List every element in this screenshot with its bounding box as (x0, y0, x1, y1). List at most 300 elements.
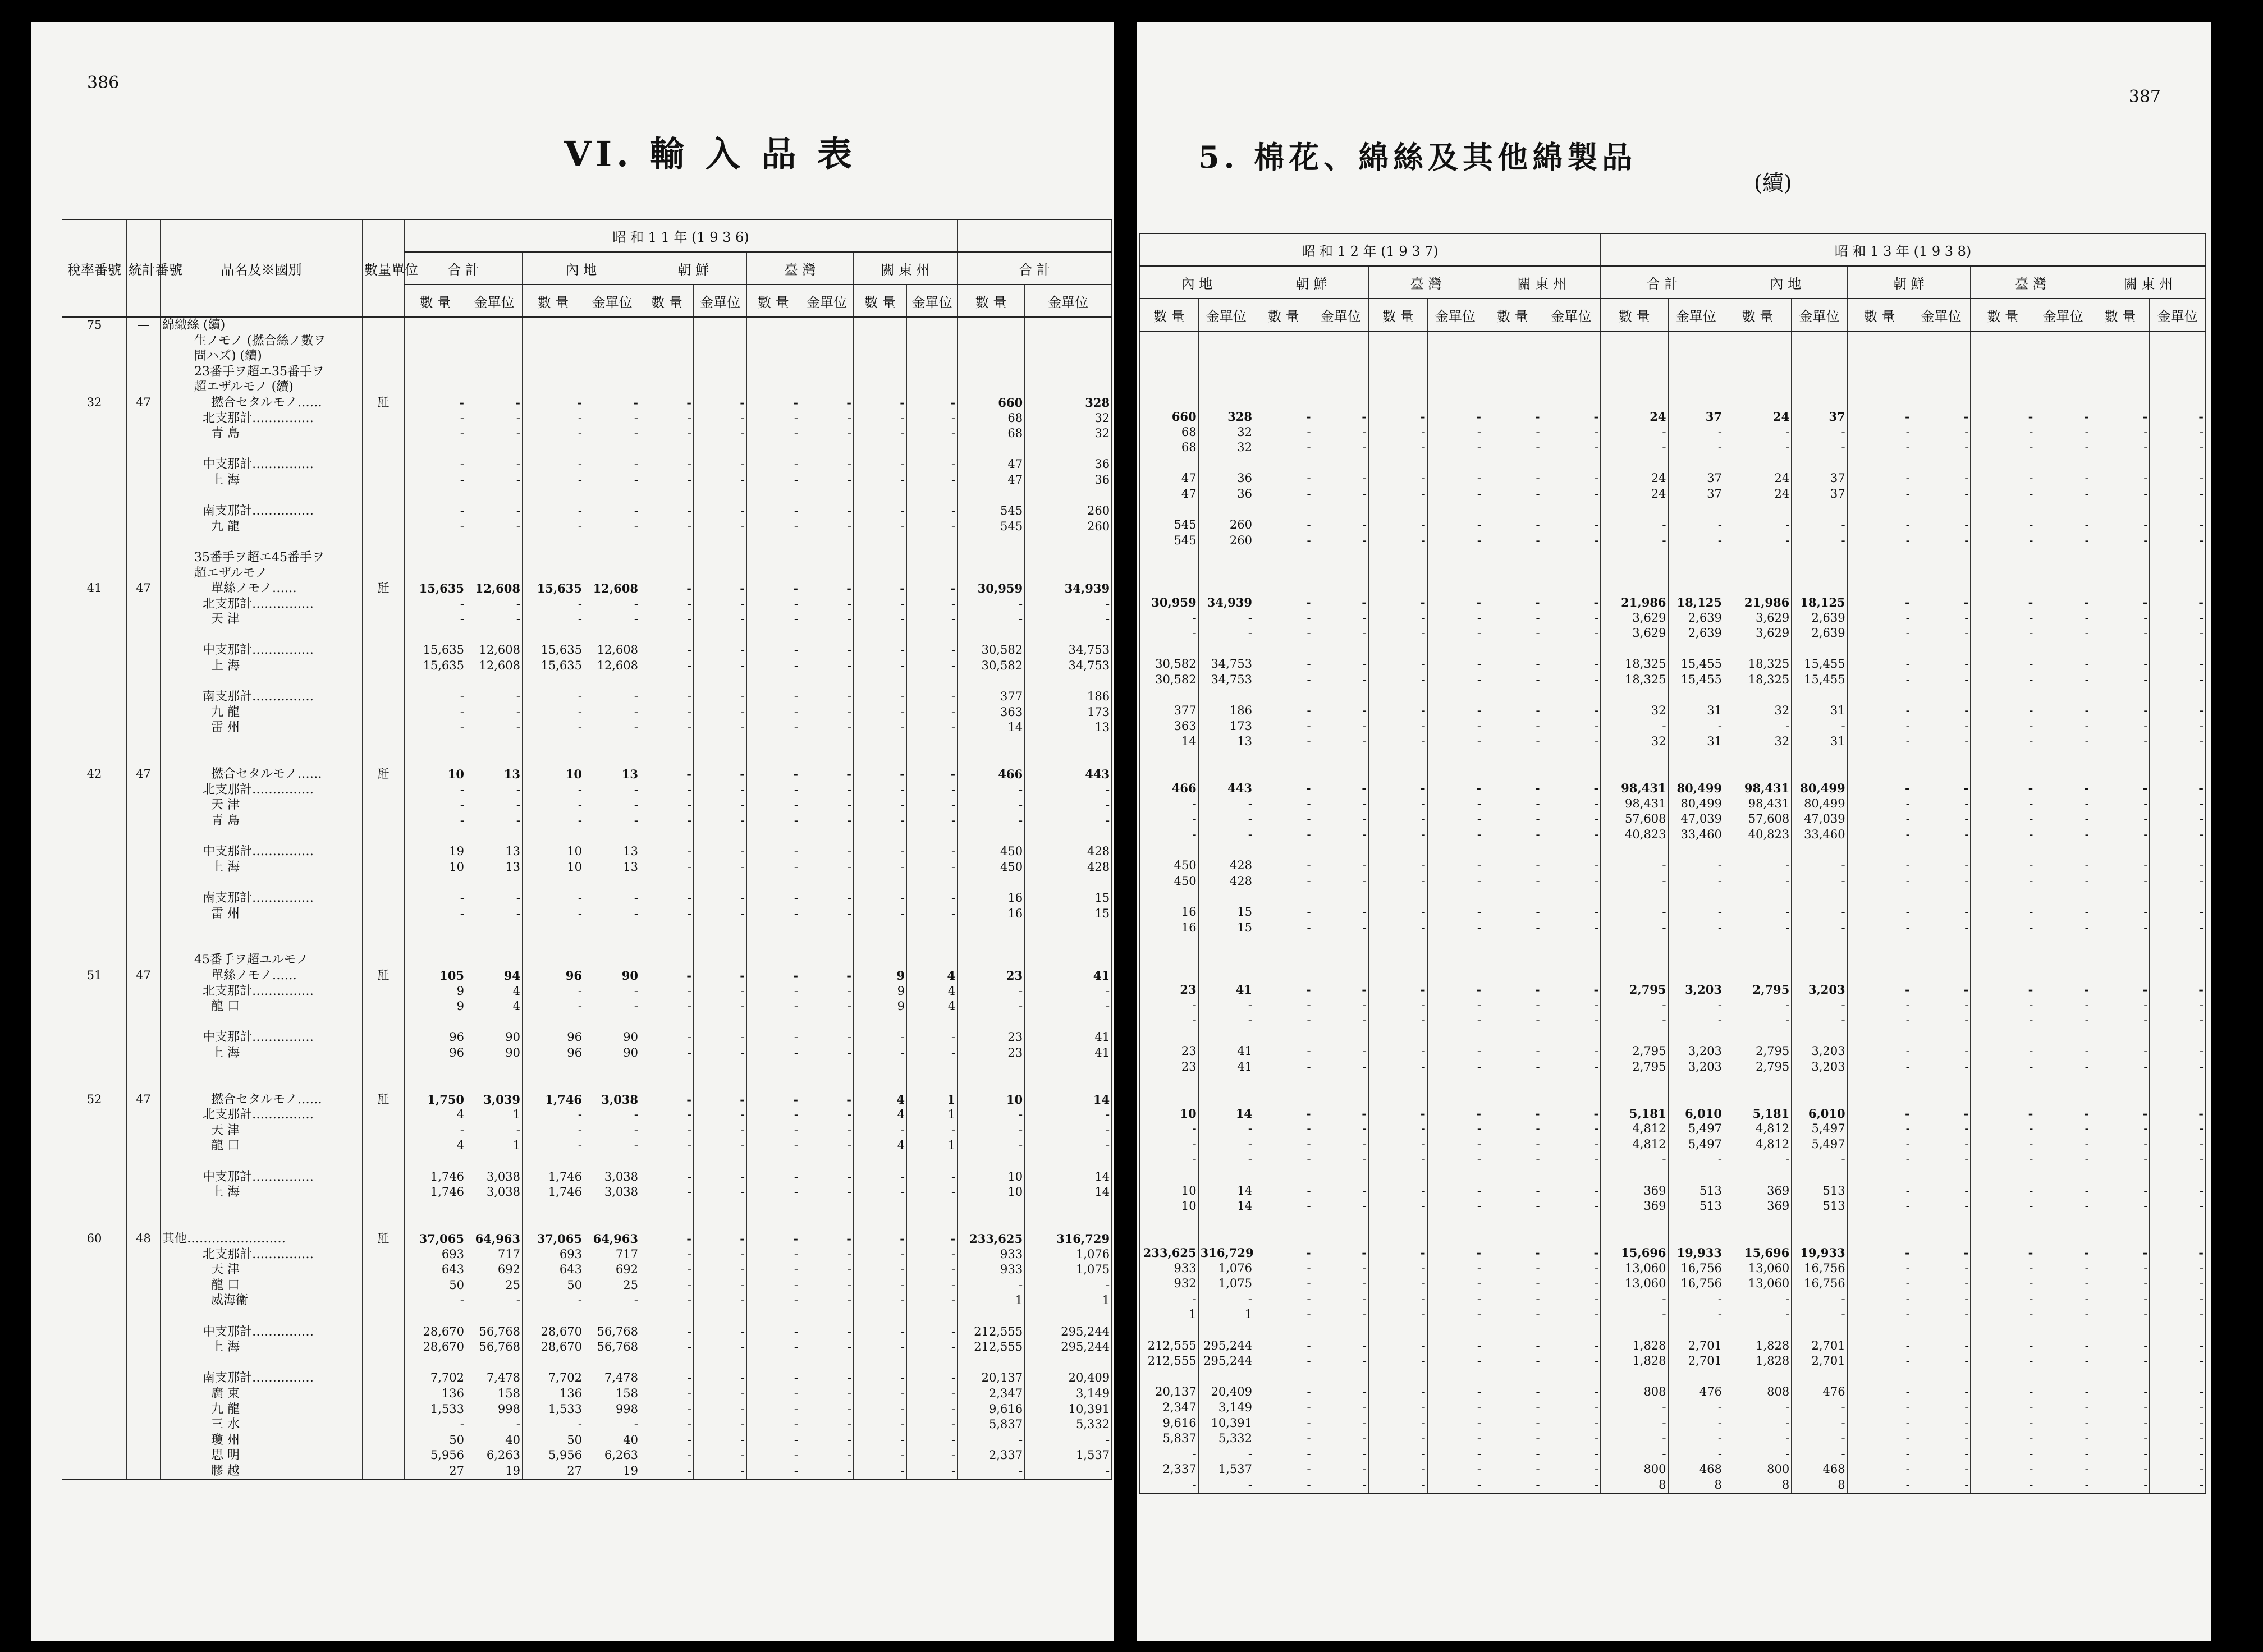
value-cell (1601, 1323, 1668, 1338)
stat-no-cell (127, 411, 161, 426)
value-cell: - (694, 1123, 747, 1139)
value-cell (1971, 641, 2035, 657)
value-cell: - (2091, 858, 2150, 874)
value-cell (1427, 951, 1483, 967)
import-table-1936 (62, 219, 1112, 1480)
value-cell: - (466, 1293, 523, 1309)
tariff-no-cell (62, 689, 127, 705)
value-cell (958, 1200, 1025, 1216)
value-cell (1313, 1075, 1368, 1091)
value-cell (584, 921, 640, 937)
value-cell: 13,060 (1724, 1276, 1791, 1292)
value-cell (466, 1015, 523, 1030)
value-cell: 212,555 (1140, 1338, 1199, 1354)
value-cell: - (466, 782, 523, 798)
value-cell: 4 (907, 968, 958, 984)
value-cell: - (1369, 998, 1428, 1013)
value-cell (1912, 1214, 1971, 1230)
tariff-no-cell (62, 1386, 127, 1402)
value-cell: - (907, 581, 958, 596)
value-cell (1313, 1090, 1368, 1106)
value-cell: 1 (907, 1138, 958, 1154)
value-cell: - (2091, 517, 2150, 533)
value-cell: - (2035, 719, 2091, 735)
value-cell: 428 (1025, 860, 1112, 875)
value-cell (747, 488, 800, 504)
value-cell: 96 (405, 1030, 466, 1045)
value-cell (2150, 1168, 2206, 1183)
stat-no-cell (127, 921, 161, 937)
item-name-cell: 南支那計…………… (161, 503, 363, 519)
value-cell (1912, 548, 1971, 564)
value-cell: - (1427, 734, 1483, 750)
value-cell: 428 (1198, 874, 1254, 889)
value-cell: - (800, 705, 854, 721)
value-cell: - (1254, 1384, 1313, 1400)
value-cell: - (584, 1107, 640, 1123)
value-cell: 466 (958, 767, 1025, 782)
value-cell: - (1140, 827, 1199, 843)
value-cell: - (1483, 1245, 1542, 1261)
value-cell: 20,137 (1140, 1384, 1199, 1400)
value-cell: - (1369, 920, 1428, 936)
unit-cell (363, 612, 405, 627)
value-cell: - (2150, 425, 2206, 440)
unit-cell (363, 1324, 405, 1340)
value-cell: - (1847, 920, 1912, 936)
unit-cell (363, 503, 405, 519)
value-cell (584, 1215, 640, 1231)
table-row (1140, 982, 2206, 998)
value-cell: - (640, 1169, 694, 1185)
item-name-cell: 35番手ヲ超エ45番手ヲ (161, 550, 363, 566)
item-name-cell: 生ノモノ (撚合絲ノ數ヲ (161, 333, 363, 349)
value-cell: - (1198, 626, 1254, 641)
value-cell: 693 (523, 1247, 584, 1263)
value-cell: - (2150, 1462, 2206, 1477)
value-cell: 369 (1601, 1199, 1668, 1214)
col-value: 金單位 (1668, 299, 1724, 331)
value-cell (1483, 564, 1542, 580)
value-cell (1724, 843, 1791, 859)
value-cell: - (1483, 781, 1542, 796)
table-row (1140, 966, 2206, 982)
value-cell (584, 1154, 640, 1169)
value-cell: - (854, 1262, 907, 1278)
value-cell: - (640, 1463, 694, 1480)
value-cell (584, 534, 640, 550)
value-cell: - (640, 1448, 694, 1463)
value-cell: - (1912, 858, 1971, 874)
value-cell: - (405, 813, 466, 829)
value-cell: - (747, 503, 800, 519)
value-cell: - (1369, 1261, 1428, 1277)
value-cell: 443 (1198, 781, 1254, 796)
value-cell (694, 952, 747, 968)
value-cell: - (2091, 982, 2150, 998)
value-cell: - (1792, 440, 1847, 456)
value-cell: - (2150, 1477, 2206, 1494)
value-cell: - (1313, 905, 1368, 920)
tariff-no-cell (62, 503, 127, 519)
value-cell: - (405, 906, 466, 922)
tariff-no-cell (62, 937, 127, 953)
value-cell: - (1912, 626, 1971, 641)
value-cell: - (1254, 827, 1313, 843)
value-cell (907, 1215, 958, 1231)
value-cell: 692 (466, 1262, 523, 1278)
value-cell: - (1542, 672, 1601, 688)
table-row (1140, 719, 2206, 735)
value-cell (523, 1015, 584, 1030)
value-cell (1140, 889, 1199, 905)
value-cell (1792, 688, 1847, 704)
table-row (1140, 811, 2206, 827)
value-cell (1912, 1090, 1971, 1106)
table-row (1140, 672, 2206, 688)
value-cell (2150, 456, 2206, 471)
value-cell (640, 566, 694, 581)
value-cell: 12,608 (466, 658, 523, 674)
value-cell: - (1369, 533, 1428, 549)
value-cell (523, 442, 584, 457)
col-qty: 數 量 (640, 284, 694, 317)
value-cell (1792, 456, 1847, 471)
value-cell: - (1369, 1338, 1428, 1354)
value-cell: - (2035, 657, 2091, 672)
value-cell (1912, 362, 1971, 378)
value-cell: - (1313, 595, 1368, 611)
item-name-cell: 中支那計…………… (161, 1030, 363, 1045)
value-cell: - (694, 906, 747, 922)
value-cell: - (2091, 1477, 2150, 1494)
value-cell (1369, 347, 1428, 363)
col-value: 金單位 (1313, 299, 1368, 331)
value-cell: 18,125 (1668, 595, 1724, 611)
value-cell: - (640, 1138, 694, 1154)
value-cell: 545 (1140, 533, 1199, 549)
value-cell: - (1912, 1431, 1971, 1447)
table-row (1140, 1261, 2206, 1277)
value-cell (1912, 1229, 1971, 1245)
value-cell: 34,753 (1198, 672, 1254, 688)
value-cell: - (1254, 626, 1313, 641)
value-cell: 363 (1140, 719, 1199, 735)
value-cell: - (800, 395, 854, 411)
value-cell: - (2035, 1416, 2091, 1431)
value-cell (1198, 688, 1254, 704)
value-cell (800, 1015, 854, 1030)
value-cell (958, 364, 1025, 380)
value-cell: - (405, 705, 466, 721)
value-cell: - (640, 860, 694, 875)
value-cell: 468 (1668, 1462, 1724, 1477)
col-value: 金單位 (1427, 299, 1483, 331)
stat-no-cell (127, 472, 161, 488)
value-cell: - (1483, 1447, 1542, 1462)
value-cell (1792, 331, 1847, 347)
value-cell: - (1483, 1416, 1542, 1431)
value-cell: 30,959 (1140, 595, 1199, 611)
value-cell: - (1369, 1292, 1428, 1307)
value-cell (1198, 750, 1254, 765)
tariff-no-cell (62, 1061, 127, 1077)
value-cell (523, 875, 584, 891)
value-cell (466, 379, 523, 395)
value-cell: 3,038 (584, 1169, 640, 1185)
value-cell: - (640, 705, 694, 721)
item-name-cell: 北支那計…………… (161, 1107, 363, 1123)
value-cell: 643 (523, 1262, 584, 1278)
value-cell: - (1427, 657, 1483, 672)
value-cell: - (1369, 905, 1428, 920)
value-cell: - (1912, 1353, 1971, 1369)
value-cell (640, 379, 694, 395)
value-cell: - (1254, 920, 1313, 936)
value-cell: - (1313, 471, 1368, 487)
value-cell (2150, 1229, 2206, 1245)
value-cell (466, 364, 523, 380)
value-cell (584, 566, 640, 581)
value-cell (1912, 1168, 1971, 1183)
value-cell (1847, 564, 1912, 580)
value-cell: - (2091, 1338, 2150, 1354)
value-cell (1483, 1075, 1542, 1091)
unit-cell (363, 519, 405, 535)
unit-cell (363, 782, 405, 798)
stat-no-cell (127, 627, 161, 643)
value-cell: - (1483, 1152, 1542, 1168)
unit-cell (363, 720, 405, 736)
value-cell: - (1369, 1059, 1428, 1075)
value-cell: - (2091, 1044, 2150, 1059)
stat-no-cell: 47 (127, 395, 161, 411)
value-cell (1198, 456, 1254, 471)
value-cell: - (1427, 781, 1483, 796)
item-name-cell: 超エザルモノ (161, 566, 363, 581)
value-cell: - (2035, 1447, 2091, 1462)
value-cell: - (854, 1370, 907, 1386)
value-cell (1427, 1029, 1483, 1044)
value-cell: - (907, 844, 958, 860)
value-cell: - (2150, 1431, 2206, 1447)
value-cell (1792, 564, 1847, 580)
value-cell: - (1912, 672, 1971, 688)
value-cell (694, 488, 747, 504)
value-cell (2035, 393, 2091, 409)
value-cell (1369, 548, 1428, 564)
value-cell (907, 829, 958, 845)
value-cell: - (640, 1231, 694, 1247)
value-cell: - (1724, 1447, 1791, 1462)
value-cell: 377 (958, 689, 1025, 705)
value-cell (907, 875, 958, 891)
value-cell: - (584, 1123, 640, 1139)
value-cell (1254, 580, 1313, 595)
item-name-cell: 北支那計…………… (161, 782, 363, 798)
value-cell: 933 (958, 1247, 1025, 1263)
value-cell: 14 (958, 720, 1025, 736)
value-cell: 30,582 (1140, 672, 1199, 688)
value-cell (584, 1061, 640, 1077)
value-cell: - (640, 1339, 694, 1355)
value-cell: - (1369, 982, 1428, 998)
value-cell: - (1369, 1183, 1428, 1199)
value-cell: - (2035, 1261, 2091, 1277)
item-name-cell: 青 島 (161, 813, 363, 829)
value-cell (405, 1215, 466, 1231)
value-cell: - (800, 1247, 854, 1263)
value-cell: - (1847, 1477, 1912, 1494)
value-cell: - (1601, 1307, 1668, 1323)
value-cell (466, 442, 523, 457)
value-cell: 4 (854, 1092, 907, 1108)
value-cell: - (1601, 920, 1668, 936)
table-row (1140, 1400, 2206, 1416)
value-cell: - (958, 1107, 1025, 1123)
value-cell: - (1483, 1307, 1542, 1323)
value-cell: - (694, 1092, 747, 1108)
table-row (1140, 734, 2206, 750)
table-row (1140, 409, 2206, 425)
table-row (62, 689, 1112, 705)
value-cell (2150, 362, 2206, 378)
value-cell: - (800, 1169, 854, 1185)
value-cell: - (466, 472, 523, 488)
value-cell (1971, 951, 2035, 967)
value-cell (1971, 580, 2035, 595)
value-cell: - (1483, 1462, 1542, 1477)
value-cell: 2,795 (1724, 1059, 1791, 1075)
value-cell: - (1912, 734, 1971, 750)
value-cell: 16,756 (1792, 1261, 1847, 1277)
value-cell (405, 550, 466, 566)
value-cell: - (1792, 1431, 1847, 1447)
tariff-no-cell (62, 720, 127, 736)
value-cell: - (2091, 626, 2150, 641)
value-cell: - (800, 1370, 854, 1386)
value-cell (958, 736, 1025, 751)
value-cell: - (1668, 1400, 1724, 1416)
stat-no-cell (127, 1433, 161, 1448)
value-cell: - (694, 968, 747, 984)
value-cell (1912, 688, 1971, 704)
table-row (1140, 1106, 2206, 1122)
value-cell: - (1369, 517, 1428, 533)
value-cell (640, 1076, 694, 1092)
value-cell: - (1313, 998, 1368, 1013)
value-cell: - (1971, 1431, 2035, 1447)
value-cell: - (2091, 595, 2150, 611)
value-cell: - (1483, 998, 1542, 1013)
value-cell (584, 627, 640, 643)
value-cell (1025, 488, 1112, 504)
col-chosen: 朝 鮮 (640, 252, 747, 284)
stat-no-cell (127, 1370, 161, 1386)
unit-cell (363, 875, 405, 891)
value-cell (1369, 750, 1428, 765)
table-row (62, 379, 1112, 395)
value-cell: - (1912, 1183, 1971, 1199)
value-cell (1254, 1029, 1313, 1044)
unit-cell (363, 1463, 405, 1480)
value-cell: 24 (1724, 487, 1791, 502)
value-cell: - (1254, 487, 1313, 502)
table-row (62, 1355, 1112, 1371)
item-name-cell: 上 海 (161, 1185, 363, 1200)
value-cell: - (1668, 874, 1724, 889)
item-name-cell: 上 海 (161, 1045, 363, 1061)
value-cell: - (1254, 1152, 1313, 1168)
value-cell: - (1254, 1416, 1313, 1431)
value-cell: 3,038 (466, 1169, 523, 1185)
value-cell: - (854, 891, 907, 906)
table-row (62, 705, 1112, 721)
value-cell: - (907, 813, 958, 829)
value-cell (466, 751, 523, 767)
value-cell (958, 829, 1025, 845)
value-cell (958, 550, 1025, 566)
value-cell (2035, 548, 2091, 564)
value-cell: - (2091, 1416, 2150, 1431)
value-cell: - (1668, 1447, 1724, 1462)
value-cell: - (1847, 1261, 1912, 1277)
table-row (62, 1309, 1112, 1324)
value-cell: - (1724, 1307, 1791, 1323)
item-name-cell (161, 1076, 363, 1092)
value-cell (405, 1309, 466, 1324)
value-cell: - (466, 705, 523, 721)
tariff-no-cell (62, 364, 127, 380)
value-cell (1724, 502, 1791, 518)
value-cell: - (640, 519, 694, 535)
value-cell: - (1483, 734, 1542, 750)
value-cell: - (1847, 811, 1912, 827)
value-cell: - (1140, 998, 1199, 1013)
value-cell: - (907, 1324, 958, 1340)
value-cell: - (907, 411, 958, 426)
value-cell: - (2035, 1183, 2091, 1199)
table-row (1140, 843, 2206, 859)
value-cell (1971, 393, 2035, 409)
tariff-no-cell (62, 921, 127, 937)
value-cell: - (1971, 982, 2035, 998)
value-cell: - (1254, 1261, 1313, 1277)
value-cell: 5,497 (1792, 1121, 1847, 1137)
value-cell (2150, 347, 2206, 363)
value-cell (1369, 641, 1428, 657)
table-row (1140, 564, 2206, 580)
value-cell: - (1971, 440, 2035, 456)
value-cell (405, 627, 466, 643)
value-cell: - (800, 1433, 854, 1448)
value-cell: - (1025, 999, 1112, 1015)
value-cell (1912, 889, 1971, 905)
stat-no-cell (127, 1061, 161, 1077)
value-cell: - (800, 1463, 854, 1480)
value-cell (1668, 347, 1724, 363)
value-cell: - (2035, 1276, 2091, 1292)
unit-cell (363, 1200, 405, 1216)
unit-cell (363, 1355, 405, 1371)
table-row (1140, 626, 2206, 641)
value-cell (640, 1309, 694, 1324)
value-cell: 513 (1668, 1183, 1724, 1199)
tariff-no-cell (62, 627, 127, 643)
stat-no-cell: 48 (127, 1231, 161, 1247)
value-cell (1668, 951, 1724, 967)
value-cell (405, 488, 466, 504)
